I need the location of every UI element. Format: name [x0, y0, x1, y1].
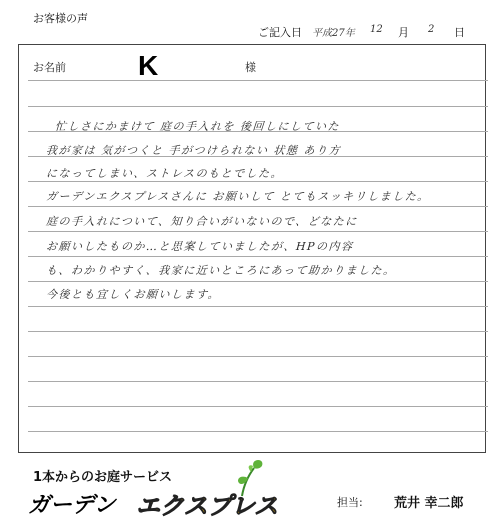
survey-title: お客様の声 — [33, 12, 88, 25]
ruled-line — [28, 431, 488, 432]
message-line: ガーデンエクスプレスさんに お願いして とてもスッキリしました。 — [45, 190, 431, 203]
name-label: お名前 — [33, 61, 66, 74]
message-line: も、わかりやすく、我家に近いところにあって助かりました。 — [45, 264, 397, 277]
date-day-unit: 日 — [454, 26, 465, 39]
message-line: 我が家は 気がつくと 手がつけられない 状態 あり方 — [45, 144, 342, 157]
date-month-unit: 月 — [398, 26, 409, 39]
ruled-line — [28, 306, 488, 307]
staff-name: 荒井 幸二郎 — [394, 496, 464, 511]
logo-main-text: ガーデン — [28, 492, 116, 517]
message-line: 忙しさにかまけて 庭の手入れを 後回しにしていた — [54, 120, 341, 133]
date-label: ご記入日 — [258, 26, 302, 39]
ruled-line — [28, 281, 488, 282]
ruled-line — [28, 256, 488, 257]
customer-name: K — [138, 50, 159, 81]
date-row — [258, 24, 486, 42]
honorific-label: 様 — [245, 61, 256, 74]
staff-label: 担当: — [337, 496, 363, 509]
ruled-line — [28, 80, 488, 81]
ruled-line — [28, 106, 488, 107]
ruled-line — [28, 206, 488, 207]
ruled-line — [28, 181, 488, 182]
logo-accent-text: エクスプレス — [136, 493, 279, 520]
date-day-value: 2 — [428, 24, 435, 35]
ruled-line — [28, 331, 488, 332]
service-tagline: 1本からのお庭サービス — [33, 470, 173, 485]
message-line: 今後とも宜しくお願いします。 — [45, 288, 221, 301]
message-line: になってしまい、ストレスのもとでした。 — [45, 167, 284, 180]
date-month-value: 12 — [370, 24, 383, 35]
ruled-line — [28, 356, 488, 357]
ruled-line — [28, 406, 488, 407]
name-row — [33, 50, 273, 81]
date-era-year: 平成27年 — [312, 28, 355, 39]
message-line: お願いしたものか…と思案していましたが、HPの内容 — [45, 240, 354, 253]
ruled-line — [28, 381, 488, 382]
ruled-line — [28, 231, 488, 232]
message-line: 庭の手入れについて、知り合いがいないので、どなたに — [45, 215, 359, 228]
